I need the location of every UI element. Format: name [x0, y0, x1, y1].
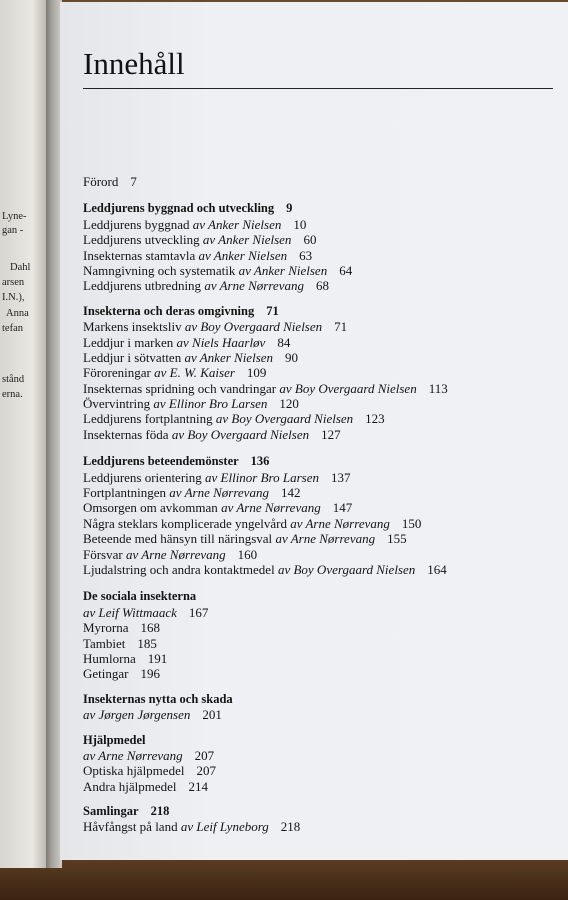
page-fragment: I.N.),	[2, 292, 25, 303]
page-fragment: Dahl	[10, 262, 31, 273]
toc-entry: Leddjur i sötvatten av Anker Nielsen 90	[83, 349, 299, 365]
toc-entry: Optiska hjälpmedel 207	[83, 763, 216, 779]
toc-entry: Myrorna 168	[83, 620, 160, 636]
toc-entry: Insekternas stamtavla av Anker Nielsen 63	[83, 247, 313, 263]
toc-entry: Insekternas föda av Boy Overgaard Nielsen 127	[83, 426, 341, 442]
section-heading: Insekterna och deras omgivning 71	[83, 303, 279, 318]
page-title: Innehåll	[83, 46, 185, 81]
page-fragment: gan -	[2, 225, 24, 236]
toc-entry: Leddjurens utveckling av Anker Nielsen 60	[83, 232, 317, 248]
toc-entry: Namngivning och systematik av Anker Nielsen 64	[83, 262, 353, 278]
page-fragment: erna.	[2, 389, 23, 400]
page-fragment: arsen	[2, 277, 25, 288]
toc-entry: Humlorna 191	[83, 650, 168, 666]
section-byline: av Arne Nørrevang 207	[83, 747, 215, 763]
previous-page	[0, 0, 46, 868]
section-heading: De sociala insekterna	[83, 589, 197, 604]
toc-entry: Håvfångst på land av Leif Lyneborg 218	[83, 819, 301, 835]
section-heading: Leddjurens byggnad och utveckling 9	[83, 201, 293, 216]
toc-entry: Fortplantningen av Arne Nørrevang 142	[83, 485, 301, 501]
section-heading: Hjälpmedel	[83, 732, 146, 747]
table-surface	[0, 860, 568, 900]
section-heading: Insekternas nytta och skada	[83, 691, 233, 706]
title-rule	[83, 88, 553, 89]
toc-entry: Andra hjälpmedel 214	[83, 778, 208, 794]
section-byline: av Jørgen Jørgensen 201	[83, 707, 222, 723]
toc-entry: Föroreningar av E. W. Kaiser 109	[83, 365, 267, 381]
toc-entry: Övervintring av Ellinor Bro Larsen 120	[83, 396, 299, 412]
toc-entry: Omsorgen om avkomman av Arne Nørrevang 147	[83, 500, 353, 516]
page-fragment: Lyne-	[2, 211, 27, 222]
toc-entry: Insekternas spridning och vandringar av Boy Overgaard Nielsen 113	[83, 380, 448, 396]
toc-entry: Några steklars komplicerade yngelvård av Arne Nørrevang 150	[83, 515, 422, 531]
section-byline: av Leif Wittmaack 167	[83, 604, 209, 620]
toc-entry: Tambiet 185	[83, 635, 157, 651]
page-fragment: stånd	[2, 374, 25, 385]
toc-entry: Ljudalstring och andra kontaktmedel av Boy Overgaard Nielsen 164	[83, 561, 447, 577]
toc-entry: Leddjurens utbredning av Arne Nørrevang 68	[83, 278, 329, 294]
toc-entry: Getingar 196	[83, 666, 160, 682]
page-fragment: tefan	[2, 323, 23, 334]
contents-page	[60, 2, 568, 860]
toc-entry: Leddjurens fortplantning av Boy Overgaard Nielsen 123	[83, 411, 385, 427]
toc-entry: Försvar av Arne Nørrevang 160	[83, 546, 258, 562]
toc-entry: Markens insektsliv av Boy Overgaard Nielsen 71	[83, 319, 348, 335]
toc-entry: Beteende med hänsyn till näringsval av Arne Nørrevang 155	[83, 531, 407, 547]
toc-entry: Leddjurens byggnad av Anker Nielsen 10	[83, 216, 307, 232]
section-heading: Samlingar 218	[83, 804, 170, 819]
section-heading: Leddjurens beteendemönster 136	[83, 454, 270, 469]
page-fragment: Anna	[6, 308, 29, 319]
toc-entry: Leddjurens orientering av Ellinor Bro Larsen 137	[83, 469, 351, 485]
toc-entry-forord: Förord 7	[83, 174, 137, 189]
toc-entry: Leddjur i marken av Niels Haarløv 84	[83, 334, 291, 350]
table-of-contents	[83, 174, 563, 835]
